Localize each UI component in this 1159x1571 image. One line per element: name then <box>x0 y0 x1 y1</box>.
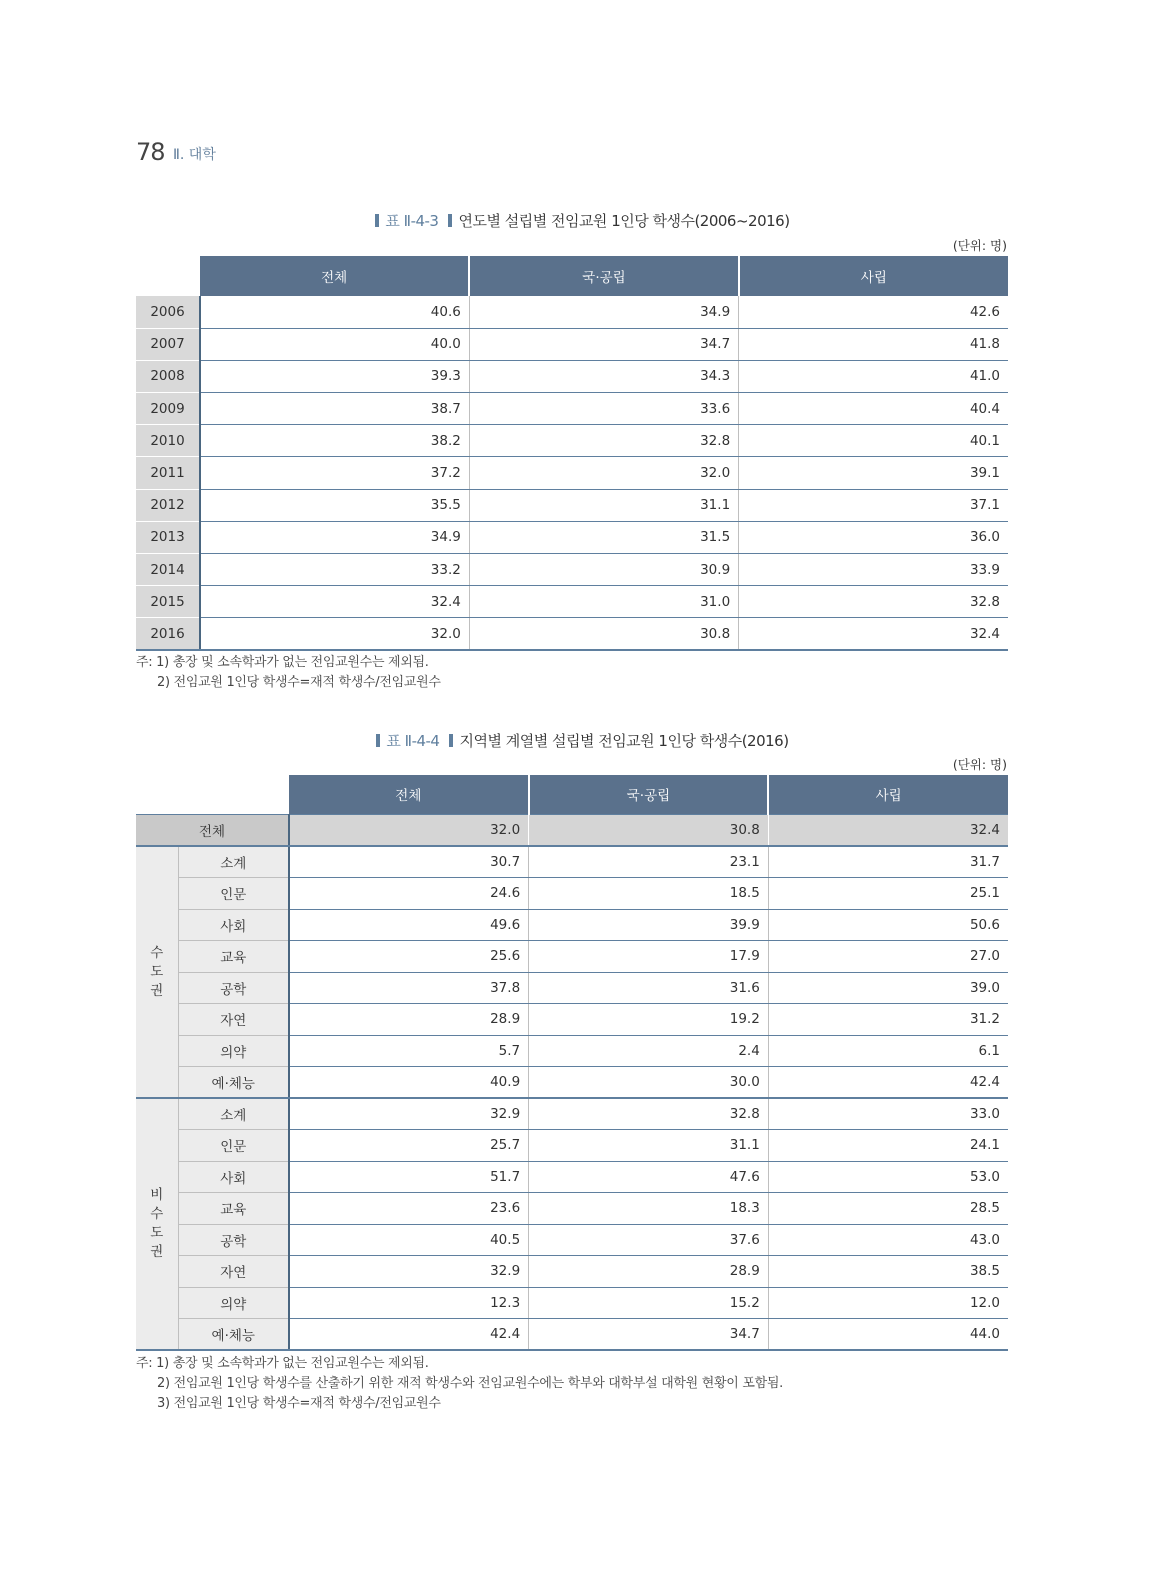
value-cell: 18.3 <box>529 1193 769 1225</box>
category-cell: 자연 <box>178 1004 289 1036</box>
region-char: 비 <box>150 1187 164 1203</box>
value-cell: 40.9 <box>289 1067 529 1099</box>
table2-notes <box>136 1354 783 1414</box>
category-cell: 인문 <box>178 1130 289 1162</box>
year-cell: 2008 <box>136 360 200 392</box>
value-cell: 32.4 <box>739 618 1008 650</box>
value-cell: 5.7 <box>289 1035 529 1067</box>
note-line: 주: 1) 총장 및 소속학과가 없는 전임교원수는 제외됨. <box>136 1356 429 1371</box>
caption-bar-icon <box>449 734 453 747</box>
year-cell: 2016 <box>136 618 200 650</box>
category-cell: 사회 <box>178 909 289 941</box>
year-cell: 2009 <box>136 393 200 425</box>
value-cell: 37.6 <box>529 1224 769 1256</box>
value-cell: 53.0 <box>768 1161 1008 1193</box>
value-cell: 51.7 <box>289 1161 529 1193</box>
value-cell: 31.7 <box>768 846 1008 878</box>
table-row <box>136 1004 1008 1036</box>
region-label <box>136 846 178 1098</box>
value-cell: 24.6 <box>289 878 529 910</box>
value-cell: 37.2 <box>200 457 469 489</box>
section-title: Ⅱ. 대학 <box>173 147 216 163</box>
category-cell: 소계 <box>178 846 289 878</box>
table-row <box>136 972 1008 1004</box>
total-label: 전체 <box>136 814 289 846</box>
table-row <box>136 909 1008 941</box>
table-row <box>136 1224 1008 1256</box>
table-row <box>136 489 1008 521</box>
category-cell: 의약 <box>178 1287 289 1319</box>
note-line: 주: 1) 총장 및 소속학과가 없는 전임교원수는 제외됨. <box>136 655 429 670</box>
table1-header-row <box>136 256 1008 296</box>
year-cell: 2010 <box>136 425 200 457</box>
value-cell: 40.6 <box>200 296 469 328</box>
value-cell: 41.8 <box>739 328 1008 360</box>
table-row <box>136 457 1008 489</box>
corner-cell <box>136 775 289 814</box>
category-cell: 소계 <box>178 1098 289 1130</box>
value-cell: 31.1 <box>469 489 738 521</box>
value-cell: 31.6 <box>529 972 769 1004</box>
value-cell: 40.0 <box>200 328 469 360</box>
value-cell: 40.4 <box>739 393 1008 425</box>
value-cell: 32.8 <box>529 1098 769 1130</box>
table-row <box>136 1161 1008 1193</box>
caption-bar-icon <box>448 214 452 227</box>
column-header: 사립 <box>768 775 1008 814</box>
table-row <box>136 554 1008 586</box>
table1 <box>136 256 1008 651</box>
note-line: 2) 전임교원 1인당 학생수=재적 학생수/전임교원수 <box>157 675 441 690</box>
value-cell: 31.1 <box>529 1130 769 1162</box>
table1-unit: (단위: 명) <box>952 238 1007 253</box>
value-cell: 31.2 <box>768 1004 1008 1036</box>
column-header: 전체 <box>200 256 469 296</box>
table-row <box>136 1130 1008 1162</box>
value-cell: 30.8 <box>469 618 738 650</box>
value-cell: 39.9 <box>529 909 769 941</box>
table-row <box>136 1067 1008 1099</box>
value-cell: 24.1 <box>768 1130 1008 1162</box>
region-char: 도 <box>150 963 164 980</box>
value-cell: 27.0 <box>768 941 1008 973</box>
column-header: 국·공립 <box>469 256 738 296</box>
value-cell: 2.4 <box>529 1035 769 1067</box>
region-char: 도 <box>150 1225 164 1241</box>
table2-title: 지역별 계열별 설립별 전임교원 1인당 학생수(2016) <box>459 732 789 750</box>
value-cell: 12.3 <box>289 1287 529 1319</box>
year-cell: 2014 <box>136 554 200 586</box>
category-cell: 예·체능 <box>178 1319 289 1351</box>
value-cell: 38.2 <box>200 425 469 457</box>
table-row <box>136 586 1008 618</box>
value-cell: 34.7 <box>529 1319 769 1351</box>
value-cell: 49.6 <box>289 909 529 941</box>
value-cell: 31.5 <box>469 521 738 553</box>
table-row <box>136 618 1008 650</box>
category-cell: 예·체능 <box>178 1067 289 1099</box>
corner-cell <box>136 256 200 296</box>
table2-header-row <box>136 775 1008 814</box>
table-row <box>136 846 1008 878</box>
table2-unit: (단위: 명) <box>952 757 1007 772</box>
value-cell: 35.5 <box>200 489 469 521</box>
value-cell: 15.2 <box>529 1287 769 1319</box>
caption-bar-icon <box>376 734 380 747</box>
table-row <box>136 328 1008 360</box>
table-row <box>136 296 1008 328</box>
table-row <box>136 1035 1008 1067</box>
total-row <box>136 814 1008 846</box>
value-cell: 41.0 <box>739 360 1008 392</box>
value-cell: 32.0 <box>200 618 469 650</box>
table-row <box>136 878 1008 910</box>
value-cell: 33.2 <box>200 554 469 586</box>
value-cell: 42.6 <box>739 296 1008 328</box>
value-cell: 34.3 <box>469 360 738 392</box>
value-cell: 47.6 <box>529 1161 769 1193</box>
region-char: 권 <box>150 982 164 999</box>
value-cell: 38.7 <box>200 393 469 425</box>
value-cell: 6.1 <box>768 1035 1008 1067</box>
column-header: 사립 <box>739 256 1008 296</box>
total-value: 30.8 <box>529 814 769 846</box>
value-cell: 40.5 <box>289 1224 529 1256</box>
value-cell: 18.5 <box>529 878 769 910</box>
value-cell: 32.8 <box>739 586 1008 618</box>
region-char: 수 <box>150 1206 164 1222</box>
note-line: 2) 전임교원 1인당 학생수를 산출하기 위한 재적 학생수와 전임교원수에는 학부와 대학부설 대학원 현황이 포함됨. <box>157 1376 783 1391</box>
value-cell: 34.7 <box>469 328 738 360</box>
value-cell: 17.9 <box>529 941 769 973</box>
table1-notes <box>136 653 441 693</box>
table2-label: 표 Ⅱ-4-4 <box>386 732 440 750</box>
value-cell: 32.4 <box>200 586 469 618</box>
category-cell: 공학 <box>178 1224 289 1256</box>
value-cell: 19.2 <box>529 1004 769 1036</box>
value-cell: 40.1 <box>739 425 1008 457</box>
category-cell: 의약 <box>178 1035 289 1067</box>
table-row <box>136 425 1008 457</box>
value-cell: 34.9 <box>200 521 469 553</box>
total-value: 32.0 <box>289 814 529 846</box>
region-label <box>136 1098 178 1350</box>
value-cell: 44.0 <box>768 1319 1008 1351</box>
year-cell: 2013 <box>136 521 200 553</box>
category-cell: 사회 <box>178 1161 289 1193</box>
region-char: 수 <box>150 944 164 961</box>
value-cell: 34.9 <box>469 296 738 328</box>
year-cell: 2007 <box>136 328 200 360</box>
table1-label: 표 Ⅱ-4-3 <box>385 212 439 230</box>
value-cell: 39.1 <box>739 457 1008 489</box>
value-cell: 28.9 <box>289 1004 529 1036</box>
table1-title: 연도별 설립별 전임교원 1인당 학생수(2006~2016) <box>458 212 790 230</box>
value-cell: 33.0 <box>768 1098 1008 1130</box>
year-cell: 2015 <box>136 586 200 618</box>
table1-caption <box>0 210 1159 231</box>
value-cell: 39.0 <box>768 972 1008 1004</box>
category-cell: 자연 <box>178 1256 289 1288</box>
value-cell: 25.7 <box>289 1130 529 1162</box>
value-cell: 39.3 <box>200 360 469 392</box>
category-cell: 교육 <box>178 941 289 973</box>
value-cell: 38.5 <box>768 1256 1008 1288</box>
value-cell: 42.4 <box>768 1067 1008 1099</box>
value-cell: 28.5 <box>768 1193 1008 1225</box>
value-cell: 32.9 <box>289 1098 529 1130</box>
category-cell: 교육 <box>178 1193 289 1225</box>
table-row <box>136 1256 1008 1288</box>
value-cell: 28.9 <box>529 1256 769 1288</box>
table-row <box>136 941 1008 973</box>
page-number: 78 <box>136 138 165 166</box>
table2 <box>136 775 1008 1351</box>
value-cell: 37.1 <box>739 489 1008 521</box>
value-cell: 25.1 <box>768 878 1008 910</box>
value-cell: 50.6 <box>768 909 1008 941</box>
caption-bar-icon <box>375 214 379 227</box>
column-header: 국·공립 <box>529 775 769 814</box>
value-cell: 23.1 <box>529 846 769 878</box>
table-row <box>136 1193 1008 1225</box>
value-cell: 42.4 <box>289 1319 529 1351</box>
value-cell: 32.9 <box>289 1256 529 1288</box>
value-cell: 33.9 <box>739 554 1008 586</box>
value-cell: 43.0 <box>768 1224 1008 1256</box>
value-cell: 32.0 <box>469 457 738 489</box>
value-cell: 25.6 <box>289 941 529 973</box>
table2-caption <box>0 730 1159 751</box>
table-row <box>136 360 1008 392</box>
table-row <box>136 521 1008 553</box>
value-cell: 37.8 <box>289 972 529 1004</box>
value-cell: 30.9 <box>469 554 738 586</box>
value-cell: 36.0 <box>739 521 1008 553</box>
table-row <box>136 393 1008 425</box>
value-cell: 30.0 <box>529 1067 769 1099</box>
table-row <box>136 1287 1008 1319</box>
value-cell: 23.6 <box>289 1193 529 1225</box>
value-cell: 30.7 <box>289 846 529 878</box>
value-cell: 31.0 <box>469 586 738 618</box>
table-row <box>136 1319 1008 1351</box>
column-header: 전체 <box>289 775 529 814</box>
total-value: 32.4 <box>768 814 1008 846</box>
region-char: 권 <box>150 1244 164 1260</box>
value-cell: 32.8 <box>469 425 738 457</box>
category-cell: 공학 <box>178 972 289 1004</box>
year-cell: 2011 <box>136 457 200 489</box>
table-row <box>136 1098 1008 1130</box>
value-cell: 33.6 <box>469 393 738 425</box>
year-cell: 2006 <box>136 296 200 328</box>
note-line: 3) 전임교원 1인당 학생수=재적 학생수/전임교원수 <box>157 1396 441 1411</box>
category-cell: 인문 <box>178 878 289 910</box>
year-cell: 2012 <box>136 489 200 521</box>
value-cell: 12.0 <box>768 1287 1008 1319</box>
